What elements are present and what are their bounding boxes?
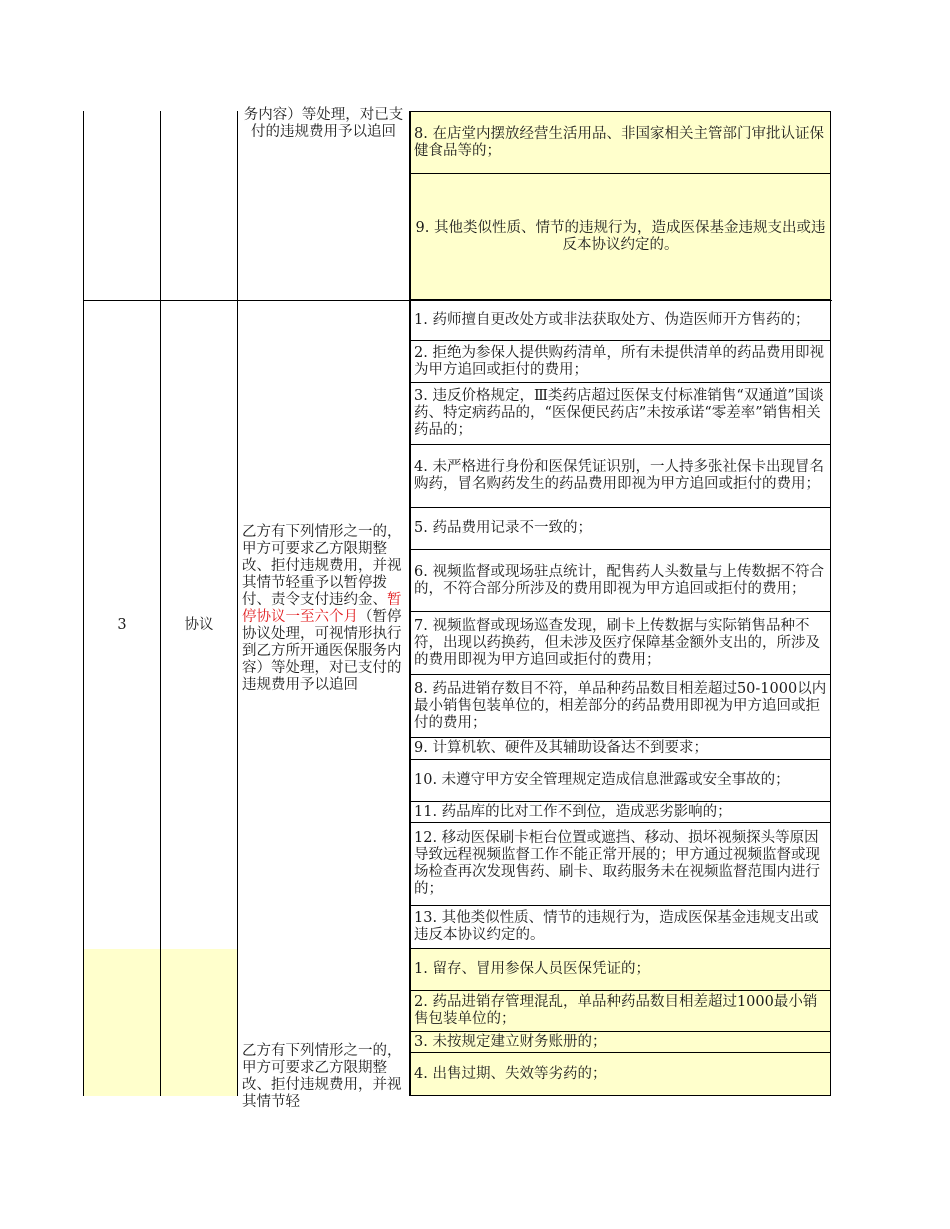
penalty-text: 务内容）等处理，对已支付的违规费用予以追回 bbox=[243, 107, 404, 140]
number-cell bbox=[83, 111, 161, 300]
type-cell bbox=[161, 949, 238, 1096]
list-item: 10. 未遵守甲方安全管理规定造成信息泄露或安全事故的； bbox=[410, 760, 831, 802]
list-item: 11. 药品库的比对工作不到位，造成恶劣影响的； bbox=[410, 802, 831, 823]
list-item: 4. 未严格进行身份和医保凭证识别，一人持多张社保卡出现冒名购药，冒名购药发生的药品费用即视为甲方追回或拒付的费用； bbox=[410, 445, 831, 508]
penalty-text: 乙方有下列情形之一的，甲方可要求乙方限期整改、拒付违规费用，并视其情节轻 bbox=[242, 1043, 402, 1110]
list-item: 8. 在店堂内摆放经营生活用品、非国家相关主管部门审批认证保健食品等的； bbox=[410, 111, 831, 174]
penalty-highlight: 暂停协议一至六个月 bbox=[242, 592, 402, 625]
list-item: 2. 拒绝为参保人提供购药清单，所有未提供清单的药品费用即视为甲方追回或拒付的费用； bbox=[410, 341, 831, 383]
list-item: 8. 药品进销存数目不符，单品种药品数目相差超过50-1000以内最小销售包装单位的，相差部分的药品费用即视为甲方追回或拒付的费用； bbox=[410, 675, 831, 738]
type-cell bbox=[161, 111, 238, 300]
list-item: 1. 留存、冒用参保人员医保凭证的； bbox=[410, 949, 831, 991]
list-item: 5. 药品费用记录不一致的； bbox=[410, 508, 831, 550]
list-item: 12. 移动医保刷卡柜台位置或遮挡、移动、损坏视频探头等原因导致远程视频监督工作不能正常开展的；甲方通过视频监督或现场检查再次发现售药、刷卡、取药服务未在视频监督范围内进行的； bbox=[410, 823, 831, 906]
penalty-text: 乙方有下列情形之一的，甲方可要求乙方限期整改、拒付违规费用，并视其情节轻重予以暂停拨付、责令支付违约金、暂停协议一至六个月（暂停协议处理，可视情形执行到乙方所开通医保服务内容）等处理，对已支付的违规费用予以追回 bbox=[242, 524, 402, 693]
penalty-cell bbox=[238, 107, 410, 300]
cut-edge bbox=[83, 1095, 161, 1096]
row-number: 3 bbox=[83, 301, 161, 949]
list-item: 4. 出售过期、失效等劣药的； bbox=[410, 1053, 831, 1096]
list-item: 1. 药师擅自更改处方或非法获取处方、伪造医师开方售药的； bbox=[410, 301, 831, 341]
table-segment-3 bbox=[83, 949, 832, 1110]
list-item: 3. 违反价格规定，Ⅲ类药店超过医保支付标准销售“双通道”国谈药、特定病药品的，“医保便民药店”未按承诺“零差率”销售相关药品的； bbox=[410, 383, 831, 445]
table-segment-1 bbox=[83, 107, 832, 300]
list-item: 6. 视频监督或现场驻点统计，配售药人头数量与上传数据不符合的，不符合部分所涉及的费用即视为甲方追回或拒付的费用； bbox=[410, 550, 831, 612]
penalty-cell bbox=[238, 949, 410, 1110]
table-segment-2 bbox=[83, 300, 832, 949]
row-type: 协议 bbox=[161, 301, 238, 949]
list-item: 13. 其他类似性质、情节的违规行为，造成医保基金违规支出或违反本协议约定的。 bbox=[410, 906, 831, 949]
list-item: 9. 其他类似性质、情节的违规行为，造成医保基金违规支出或违反本协议约定的。 bbox=[410, 174, 831, 300]
list-item: 7. 视频监督或现场巡查发现，刷卡上传数据与实际销售品种不符，出现以药换药，但未涉及医疗保障基金额外支出的，所涉及的费用即视为甲方追回或拒付的费用； bbox=[410, 612, 831, 675]
list-item: 2. 药品进销存管理混乱，单品种药品数目相差超过1000最小销售包装单位的； bbox=[410, 991, 831, 1032]
penalty-cell bbox=[238, 301, 410, 949]
list-item: 9. 计算机软、硬件及其辅助设备达不到要求； bbox=[410, 738, 831, 760]
list-item: 3. 未按规定建立财务账册的； bbox=[410, 1032, 831, 1053]
number-cell bbox=[83, 949, 161, 1096]
regulation-table bbox=[83, 107, 832, 1110]
